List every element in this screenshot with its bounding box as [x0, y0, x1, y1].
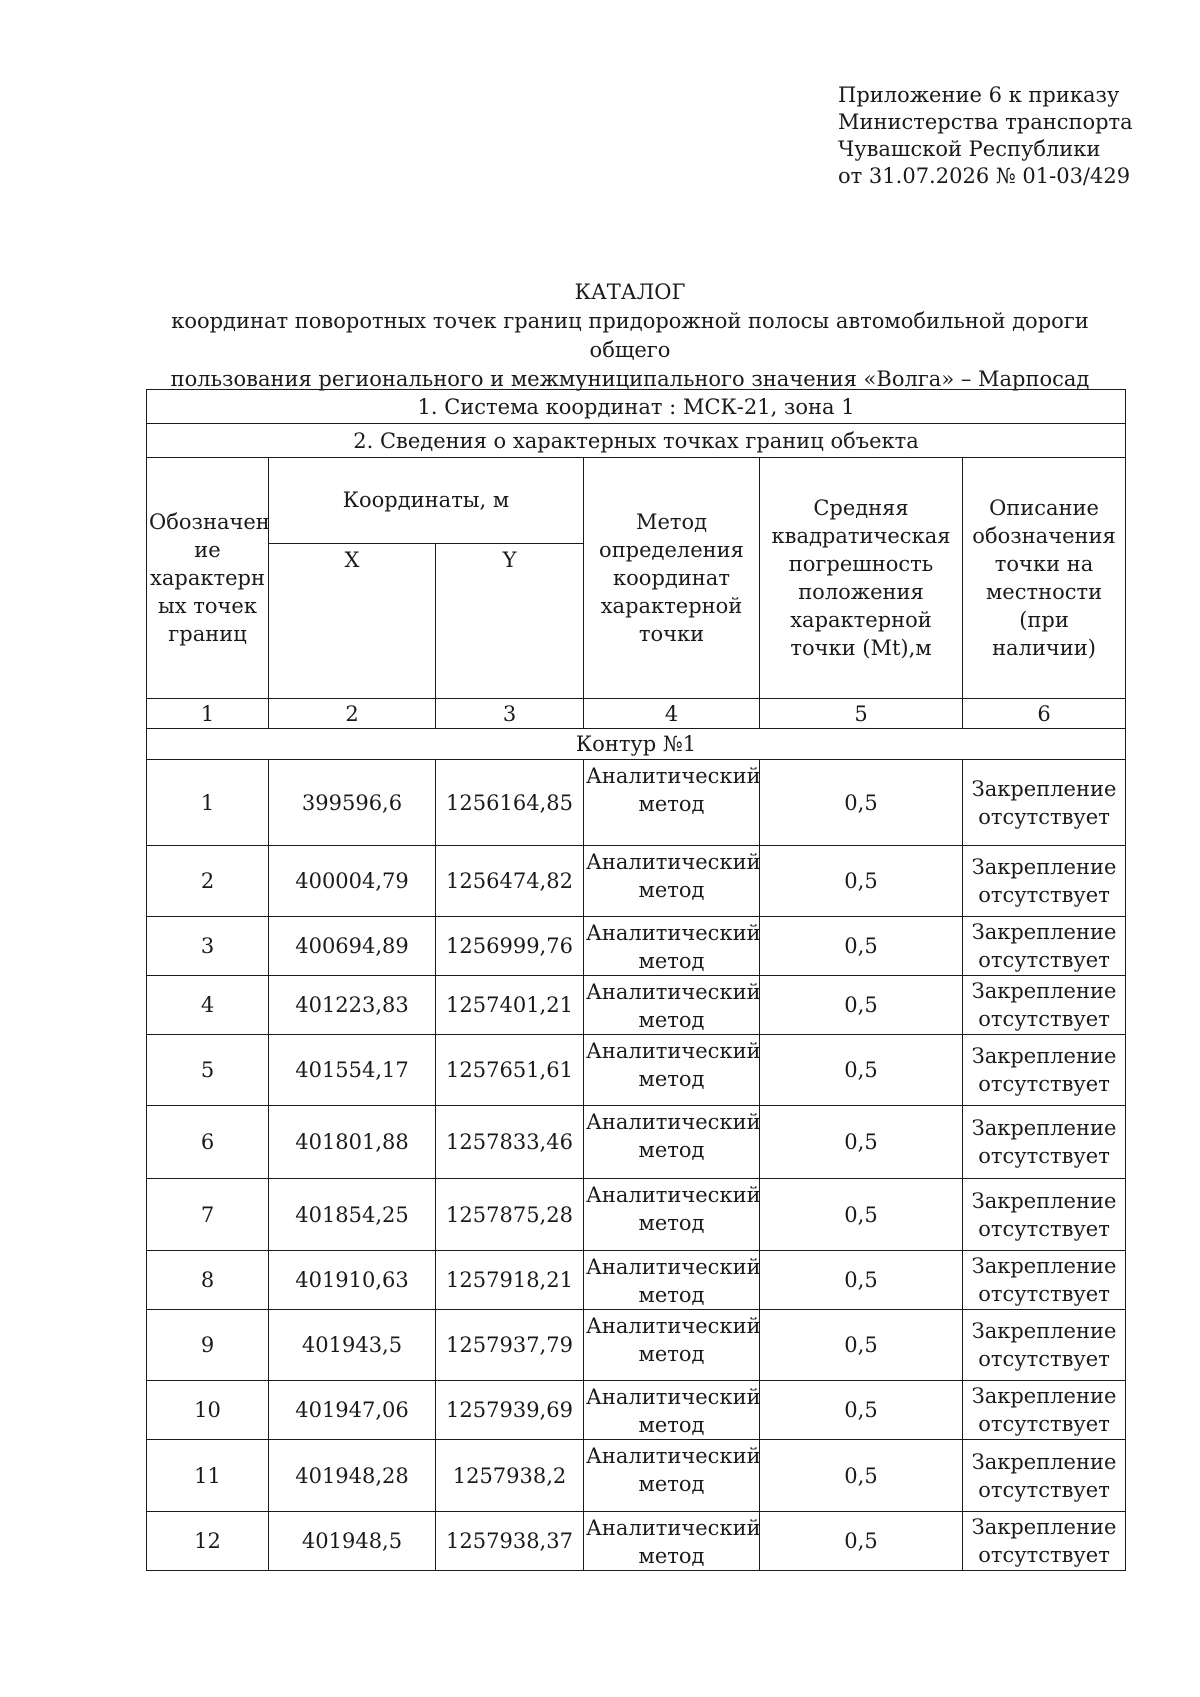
table-row — [147, 1381, 1126, 1440]
description-cell: Закрепление отсутствует — [963, 917, 1126, 976]
title-line: координат поворотных точек границ придорожной полосы автомобильной дороги общего — [171, 309, 1089, 362]
table-row — [147, 846, 1126, 917]
x-coordinate-cell: 401910,63 — [269, 1251, 436, 1310]
description-cell: Закрепление отсутствует — [963, 1251, 1126, 1310]
x-coordinate-cell: 401801,88 — [269, 1106, 436, 1179]
appendix-line: Чувашской Республики — [838, 137, 1101, 161]
y-coordinate-cell: 1256164,85 — [436, 760, 584, 846]
error-cell: 0,5 — [760, 1310, 963, 1381]
error-cell: 0,5 — [760, 846, 963, 917]
x-coordinate-cell: 401947,06 — [269, 1381, 436, 1440]
table-row — [147, 1512, 1126, 1571]
method-cell: Аналитический метод — [584, 1251, 760, 1310]
description-cell: Закрепление отсутствует — [963, 760, 1126, 846]
y-header: Y — [436, 544, 584, 699]
coordinate-system-cell: 1. Система координат : МСК-21, зона 1 — [147, 390, 1126, 424]
column-number: 6 — [963, 699, 1126, 729]
column-number: 4 — [584, 699, 760, 729]
y-coordinate-cell: 1257938,2 — [436, 1440, 584, 1512]
x-coordinate-cell: 401554,17 — [269, 1035, 436, 1106]
column-number: 5 — [760, 699, 963, 729]
description-cell: Закрепление отсутствует — [963, 1440, 1126, 1512]
method-cell: Аналитический метод — [584, 1106, 760, 1179]
y-coordinate-cell: 1256999,76 — [436, 917, 584, 976]
error-cell: 0,5 — [760, 1179, 963, 1251]
y-coordinate-cell: 1257937,79 — [436, 1310, 584, 1381]
point-number-cell: 12 — [147, 1512, 269, 1571]
error-cell: 0,5 — [760, 1440, 963, 1512]
table-row — [147, 917, 1126, 976]
point-number-cell: 10 — [147, 1381, 269, 1440]
column-number: 3 — [436, 699, 584, 729]
info-cell: 2. Сведения о характерных точках границ объекта — [147, 424, 1126, 458]
description-header: Описание обозначения точки на местности (при наличии) — [963, 458, 1126, 699]
contour-label: Контур №1 — [147, 729, 1126, 760]
coordinates-header: Координаты, м — [269, 458, 584, 544]
x-coordinate-cell: 399596,6 — [269, 760, 436, 846]
description-cell: Закрепление отсутствует — [963, 1381, 1126, 1440]
description-cell: Закрепление отсутствует — [963, 846, 1126, 917]
x-coordinate-cell: 401854,25 — [269, 1179, 436, 1251]
title-line: пользования регионального и межмуниципального значения «Волга» – Марпосад — [170, 367, 1090, 391]
y-coordinate-cell: 1257833,46 — [436, 1106, 584, 1179]
table-row — [147, 1035, 1126, 1106]
point-number-cell: 2 — [147, 846, 269, 917]
appendix-line: Приложение 6 к приказу — [838, 83, 1120, 107]
method-cell: Аналитический метод — [584, 760, 760, 846]
error-cell: 0,5 — [760, 1381, 963, 1440]
x-coordinate-cell: 401943,5 — [269, 1310, 436, 1381]
y-coordinate-cell: 1257875,28 — [436, 1179, 584, 1251]
contour-row — [147, 729, 1126, 760]
description-cell: Закрепление отсутствует — [963, 1179, 1126, 1251]
x-coordinate-cell: 401223,83 — [269, 976, 436, 1035]
header-row — [147, 458, 1126, 544]
description-cell: Закрепление отсутствует — [963, 1106, 1126, 1179]
table-row — [147, 1251, 1126, 1310]
designation-header: Обозначен ие характерн ых точек границ — [147, 458, 269, 699]
point-number-cell: 11 — [147, 1440, 269, 1512]
table-row — [147, 976, 1126, 1035]
point-number-cell: 8 — [147, 1251, 269, 1310]
title-heading: КАТАЛОГ — [574, 280, 686, 304]
method-cell: Аналитический метод — [584, 1440, 760, 1512]
table-row — [147, 1310, 1126, 1381]
appendix-note — [838, 82, 1133, 190]
table-row — [147, 1106, 1126, 1179]
x-coordinate-cell: 401948,28 — [269, 1440, 436, 1512]
x-coordinate-cell: 401948,5 — [269, 1512, 436, 1571]
method-cell: Аналитический метод — [584, 1381, 760, 1440]
method-cell: Аналитический метод — [584, 1179, 760, 1251]
x-header: X — [269, 544, 436, 699]
error-header: Средняя квадратическая погрешность положения характерной точки (Mt),м — [760, 458, 963, 699]
table-row — [147, 1179, 1126, 1251]
y-coordinate-cell: 1257918,21 — [436, 1251, 584, 1310]
method-cell: Аналитический метод — [584, 1512, 760, 1571]
method-cell: Аналитический метод — [584, 917, 760, 976]
table-body — [147, 760, 1126, 1571]
x-coordinate-cell: 400694,89 — [269, 917, 436, 976]
y-coordinate-cell: 1257401,21 — [436, 976, 584, 1035]
error-cell: 0,5 — [760, 1035, 963, 1106]
coordinates-table — [146, 389, 1126, 1571]
error-cell: 0,5 — [760, 917, 963, 976]
x-coordinate-cell: 400004,79 — [269, 846, 436, 917]
table-row — [147, 760, 1126, 846]
point-number-cell: 5 — [147, 1035, 269, 1106]
y-coordinate-cell: 1257651,61 — [436, 1035, 584, 1106]
system-row — [147, 390, 1126, 424]
description-cell: Закрепление отсутствует — [963, 976, 1126, 1035]
point-number-cell: 4 — [147, 976, 269, 1035]
method-cell: Аналитический метод — [584, 846, 760, 917]
error-cell: 0,5 — [760, 1106, 963, 1179]
column-number: 1 — [147, 699, 269, 729]
error-cell: 0,5 — [760, 976, 963, 1035]
table-row — [147, 1440, 1126, 1512]
error-cell: 0,5 — [760, 760, 963, 846]
point-number-cell: 6 — [147, 1106, 269, 1179]
method-header: Метод определения координат характерной точки — [584, 458, 760, 699]
point-number-cell: 1 — [147, 760, 269, 846]
method-cell: Аналитический метод — [584, 1310, 760, 1381]
y-coordinate-cell: 1257939,69 — [436, 1381, 584, 1440]
y-coordinate-cell: 1256474,82 — [436, 846, 584, 917]
y-coordinate-cell: 1257938,37 — [436, 1512, 584, 1571]
appendix-line: от 31.07.2026 № 01-03/429 — [838, 164, 1131, 188]
method-cell: Аналитический метод — [584, 1035, 760, 1106]
point-number-cell: 7 — [147, 1179, 269, 1251]
column-number: 2 — [269, 699, 436, 729]
description-cell: Закрепление отсутствует — [963, 1512, 1126, 1571]
error-cell: 0,5 — [760, 1251, 963, 1310]
method-cell: Аналитический метод — [584, 976, 760, 1035]
description-cell: Закрепление отсутствует — [963, 1310, 1126, 1381]
column-numbers-row — [147, 699, 1126, 729]
error-cell: 0,5 — [760, 1512, 963, 1571]
point-number-cell: 3 — [147, 917, 269, 976]
point-number-cell: 9 — [147, 1310, 269, 1381]
appendix-line: Министерства транспорта — [838, 110, 1133, 134]
info-row — [147, 424, 1126, 458]
description-cell: Закрепление отсутствует — [963, 1035, 1126, 1106]
document-title — [130, 278, 1130, 394]
